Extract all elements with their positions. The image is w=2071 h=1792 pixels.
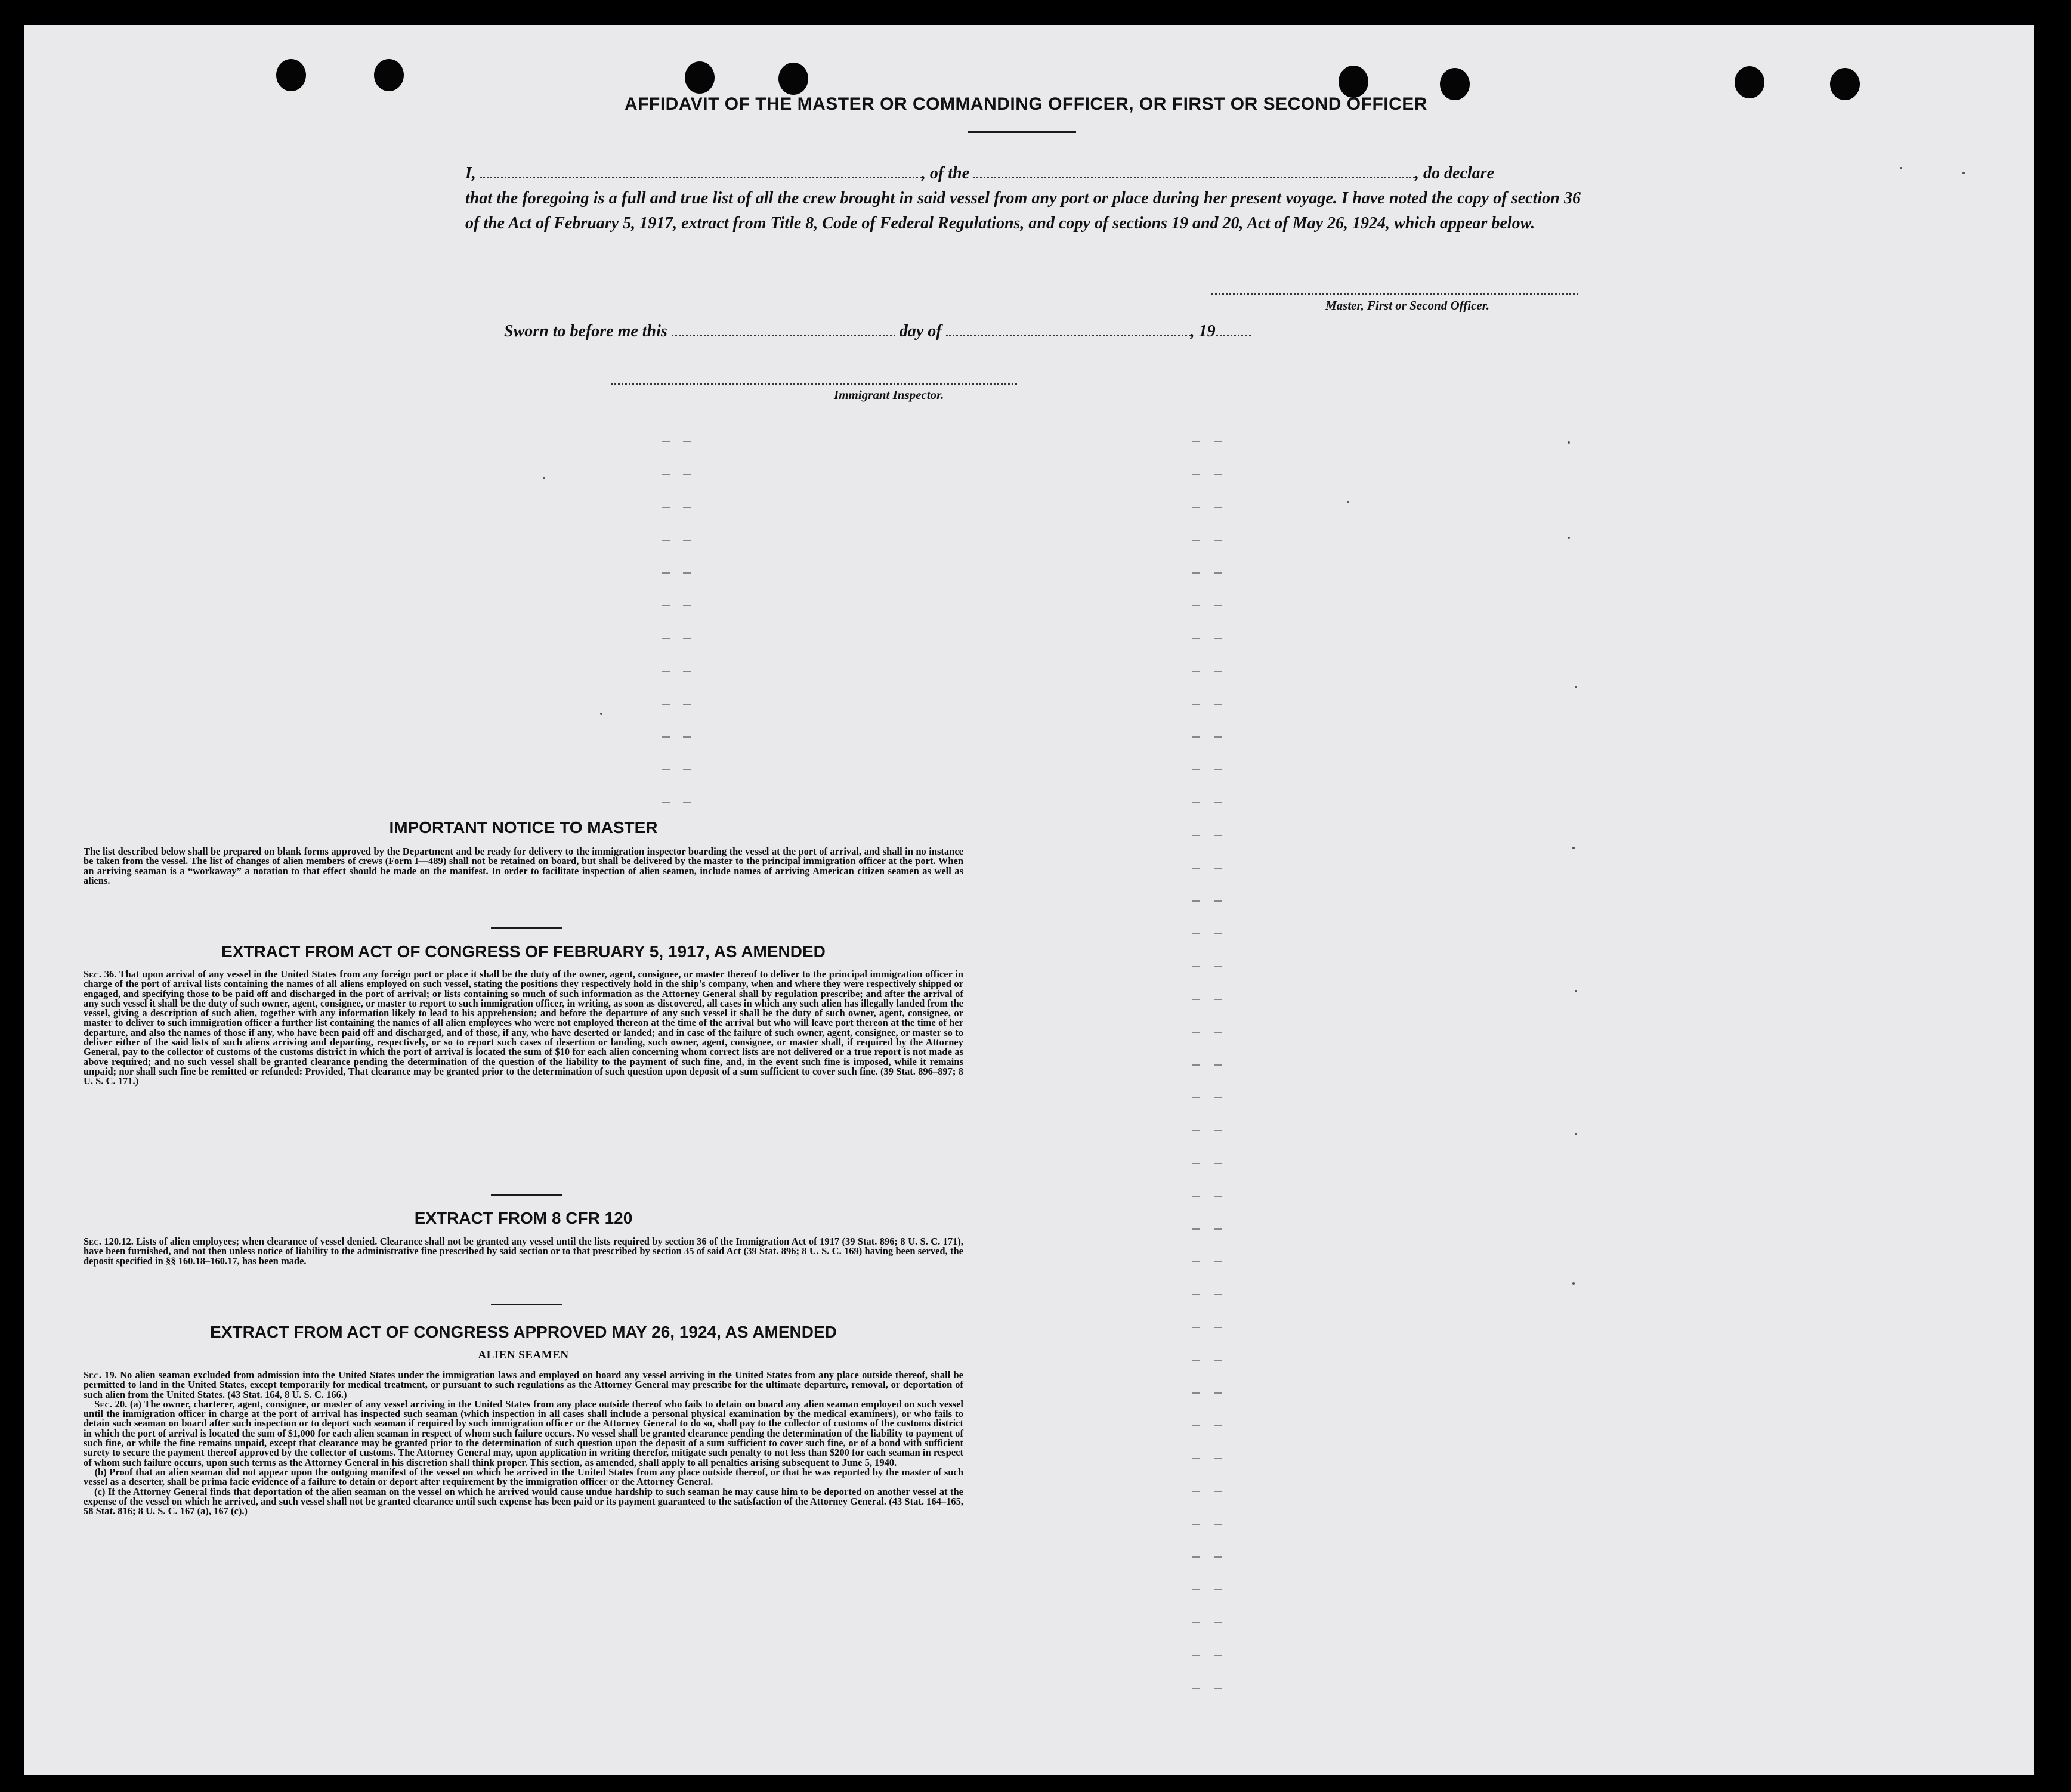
punch-hole-4 — [778, 63, 808, 95]
faint-dash — [1214, 1064, 1222, 1066]
faint-dash — [683, 540, 691, 541]
speck — [1347, 501, 1349, 503]
faint-dash — [662, 572, 670, 574]
faint-dash — [1192, 1655, 1200, 1656]
speck — [1575, 686, 1577, 688]
faint-dash — [1192, 1327, 1200, 1328]
extract-1917-text — [84, 970, 963, 1087]
faint-dash — [1192, 933, 1200, 934]
faint-dash — [1214, 835, 1222, 836]
faint-dash — [1192, 540, 1200, 541]
speck — [1962, 172, 1965, 174]
speck — [1575, 990, 1577, 992]
faint-dash — [1192, 1196, 1200, 1197]
inspector-caption: Immigrant Inspector. — [834, 388, 944, 402]
faint-dash — [1214, 769, 1222, 770]
faint-dash — [1214, 900, 1222, 902]
title-rule — [968, 131, 1076, 133]
faint-dash — [1192, 1458, 1200, 1459]
alien-seamen-subtitle: ALIEN SEAMEN — [478, 1349, 569, 1361]
faint-dash — [1192, 1524, 1200, 1525]
inspector-signature-line[interactable] — [611, 383, 1017, 385]
speck — [1900, 167, 1902, 169]
faint-dash — [683, 605, 691, 606]
faint-dash — [1214, 605, 1222, 606]
extract-1924-text — [84, 1370, 963, 1516]
extract-1924-title: EXTRACT FROM ACT OF CONGRESS APPROVED MAY 26, 1924, AS AMENDED — [210, 1323, 837, 1341]
punch-hole-7 — [1735, 66, 1764, 98]
faint-dash — [1214, 1458, 1222, 1459]
sec-36-text: That upon arrival of any vessel in the United States from any foreign port or place it shall be the duty of the owner, agent, consignee, or master thereof to deliver to the principal immigration officer in charge of the port of arrival lists containing the names of all aliens employed on such vessel, stating the positions they respectively hold in the ship's company, when and where they were respectively shipped or engaged, and specifying those to be paid off and discharged in the port of arrival; or lists containing so much of such information as the Attorney General shall by regulation prescribe; and after the arrival of any such vessel it shall be the duty of such owner, agent, consignee, or master to report to such immigration officer, in writing, as soon as discovered, all cases in which any such alien has illegally landed from the vessel, giving a description of such alien, together with any information likely to lead to his apprehension; and before the departure of any such vessel it shall be the duty of such owner, agent, consignee, or master to deliver to such immigration officer a further list containing the names of all alien employees who were not employed thereon at the time of the arrival but who will leave port thereon at the time of her departure, and also the names of those if any, who have been paid off and discharged, and of those, if any, who have deserted or landed; and in case of the failure of such owner, agent, consignee, or master so to deliver either of the said lists of such aliens arriving and departing, respectively, or so to report such cases of desertion or landing, such owner, agent, consignee, or master shall, if required by the Attorney General, pay to the collector of customs of the customs district in which the port of arrival is located the sum of $10 for each alien concerning whom correct lists are not delivered or a true report is not made as above required; and no such vessel shall be granted clearance pending the determination of the question of the liability to the payment of such fine, and, in the event such fine is imposed, while it remains unpaid; nor shall such fine be remitted or refunded: Provided, That clearance may be granted prior to the determination of such question upon deposit of a sum sufficient to cover such fine. (39 Stat. 896–897; 8 U. S. C. 171.) — [84, 968, 963, 1087]
affidavit-title: AFFIDAVIT OF THE MASTER OR COMMANDING OFFICER, OR FIRST OR SECOND OFFICER — [625, 94, 1427, 114]
sec-19-text: No alien seaman excluded from admission into the United States under the immigration laws and employed on board any vessel arriving in the United States from any place outside thereof, shall be permitted to land in the United States, except temporarily for medical treatment, or pursuant to such regulations as the Attorney General may prescribe for the ultimate departure, removal, or deportation of such alien from the United States. (43 Stat. 164, 8 U. S. C. 166.) — [84, 1369, 963, 1400]
faint-dash — [662, 605, 670, 606]
faint-dash — [662, 540, 670, 541]
faint-dash — [1214, 966, 1222, 967]
notice-rule — [491, 927, 562, 929]
faint-dash — [683, 704, 691, 705]
faint-dash — [1192, 507, 1200, 508]
speck — [1568, 441, 1570, 444]
declaration-first-line — [465, 161, 1581, 186]
faint-dash — [1214, 1228, 1222, 1230]
faint-dash — [1192, 1491, 1200, 1492]
faint-dash — [1192, 1688, 1200, 1689]
faint-dash — [1214, 1360, 1222, 1361]
faint-dash — [1214, 1622, 1222, 1623]
faint-dash — [1214, 1294, 1222, 1295]
faint-dash — [662, 802, 670, 803]
faint-dash — [1192, 1064, 1200, 1066]
faint-dash — [1214, 474, 1222, 475]
faint-dash — [1214, 1589, 1222, 1590]
speck — [1575, 1133, 1577, 1135]
faint-dash — [1214, 1655, 1222, 1656]
faint-dash — [1192, 704, 1200, 705]
punch-hole-2 — [374, 59, 404, 91]
sworn-day-label: day of — [899, 322, 942, 341]
faint-dash — [1192, 1097, 1200, 1098]
faint-dash — [1214, 933, 1222, 934]
faint-dash — [683, 441, 691, 442]
faint-dash — [683, 802, 691, 803]
extract-cfr-text — [84, 1237, 963, 1266]
sworn-month-blank[interactable] — [946, 323, 1191, 336]
declaration-text — [465, 161, 1581, 236]
punch-hole-3 — [685, 61, 715, 94]
declaration-prefix: I, — [465, 164, 476, 182]
faint-dash — [1214, 704, 1222, 705]
faint-dash — [1214, 1261, 1222, 1262]
faint-dash — [662, 671, 670, 672]
faint-dash — [683, 671, 691, 672]
faint-dash — [1214, 1556, 1222, 1558]
faint-dash — [662, 638, 670, 639]
faint-dash — [1192, 1622, 1200, 1623]
speck — [1568, 537, 1570, 539]
faint-dash — [1192, 1425, 1200, 1426]
faint-dash — [1214, 999, 1222, 1000]
faint-dash — [1192, 900, 1200, 902]
faint-dash — [1214, 540, 1222, 541]
vessel-blank[interactable] — [973, 165, 1415, 178]
faint-dash — [683, 769, 691, 770]
extract-1917-title: EXTRACT FROM ACT OF CONGRESS OF FEBRUARY 5, 1917, AS AMENDED — [221, 942, 826, 961]
sec-36-label: Sec. 36. — [84, 968, 117, 980]
faint-dash — [662, 736, 670, 738]
faint-dash — [1214, 736, 1222, 738]
sec-19-label: Sec. 19. — [84, 1369, 117, 1381]
name-blank[interactable] — [480, 165, 922, 178]
punch-hole-1 — [276, 59, 306, 91]
speck — [1572, 1282, 1575, 1285]
faint-dash — [1214, 572, 1222, 574]
sworn-year-blank[interactable] — [1216, 323, 1251, 336]
faint-dash — [1192, 999, 1200, 1000]
extract-cfr-title: EXTRACT FROM 8 CFR 120 — [414, 1209, 633, 1227]
notice-text: The list described below shall be prepared on blank forms approved by the Department and be ready for delivery to the immigration inspector boarding the vessel at the port of arrival, and shall in no instance be taken from the vessel. The list of changes of alien members of crews (Form I—489) shall not be retained on board, but shall be delivered by the master to the principal immigration officer at the port. When an arriving seaman is a “workaway” a notation to that effect should be made on the manifest. In order to facilitate inspection of alien seamen, include names of arriving American citizen seamen as well as aliens. — [84, 846, 963, 886]
master-signature-line[interactable] — [1211, 293, 1578, 295]
faint-dash — [1214, 1524, 1222, 1525]
faint-dash — [1192, 572, 1200, 574]
declaration-suffix: , do declare — [1415, 164, 1494, 182]
faint-dash — [1214, 1196, 1222, 1197]
faint-dash — [683, 736, 691, 738]
faint-dash — [1192, 1589, 1200, 1590]
faint-dash — [662, 704, 670, 705]
faint-dash — [1192, 1228, 1200, 1230]
faint-dash — [662, 507, 670, 508]
sec-120-label: Sec. 120.12. — [84, 1236, 134, 1247]
faint-dash — [1214, 1491, 1222, 1492]
faint-dash — [1192, 1294, 1200, 1295]
sworn-year-label: , 19 — [1190, 322, 1216, 341]
faint-dash — [1214, 638, 1222, 639]
sec-120-text: Lists of alien employees; when clearance of vessel denied. Clearance shall not be granted any vessel until the lists required by section 36 of the Immigration Act of 1917 (39 Stat. 896; 8 U. S. C. 171), have been furnished, and not then unless notice of liability to the administrative fine prescribed by said section or to that prescribed by section 35 of said Act (39 Stat. 896; 8 U. S. C. 169) having been served, the deposit specified in §§ 160.18–160.17, has been made. — [84, 1236, 963, 1267]
faint-dash — [1192, 671, 1200, 672]
extract-1917-rule — [491, 1194, 562, 1196]
faint-dash — [1214, 441, 1222, 442]
faint-dash — [662, 474, 670, 475]
faint-dash — [683, 507, 691, 508]
faint-dash — [1214, 1097, 1222, 1098]
faint-dash — [1192, 1261, 1200, 1262]
sec-20c-text: (c) If the Attorney General finds that deportation of the alien seaman on the vessel on which he arrived would cause undue hardship to such seaman he may cause him to be deported on another vessel at the expense of the vessel on which he arrived, and such vessel shall not be granted clearance until such expense has been paid or its payment guaranteed to the satisfaction of the Attorney General. (43 Stat. 164–165, 58 Stat. 816; 8 U. S. C. 167 (a), 167 (c).) — [84, 1485, 963, 1517]
faint-dash — [1192, 1392, 1200, 1394]
faint-dash — [1192, 638, 1200, 639]
faint-dash — [1214, 671, 1222, 672]
punch-hole-5 — [1339, 66, 1368, 98]
faint-dash — [1192, 1163, 1200, 1164]
faint-dash — [1192, 802, 1200, 803]
faint-dash — [1214, 1392, 1222, 1394]
faint-dash — [1214, 1163, 1222, 1164]
faint-dash — [1214, 507, 1222, 508]
faint-dash — [1192, 1360, 1200, 1361]
faint-dash — [1192, 474, 1200, 475]
faint-dash — [1192, 868, 1200, 869]
speck — [600, 713, 602, 715]
faint-dash — [1192, 605, 1200, 606]
speck — [543, 477, 545, 479]
faint-dash — [1192, 835, 1200, 836]
sec-20b-text: (b) Proof that an alien seaman did not appear upon the outgoing manifest of the vessel on which he arrived in the United States from any place outside thereof, or that he was reported by the master of such vessel as a deserter, shall be prima facie evidence of a failure to detain or deport after requirement by the immigration officer or the Attorney General. — [84, 1466, 963, 1488]
notice-title: IMPORTANT NOTICE TO MASTER — [389, 818, 658, 837]
faint-dash — [1192, 1130, 1200, 1131]
declaration-body: that the foregoing is a full and true list of all the crew brought in said vessel from any port or place during her present voyage. I have noted the copy of section 36 of the Act of February 5, 1917, extract from Title 8, Code of Federal Regulations, and copy of sections 19 and 20, Act of May 26, 1924, which appear below. — [465, 189, 1581, 233]
sec-20a-text: (a) The owner, charterer, agent, consignee, or master of any vessel arriving in the United States from any place outside thereof who fails to detain on board any alien seaman employed on such vessel until the immigration officer in charge at the port of arrival has inspected such seaman (which inspection in all cases shall include a personal physical examination by the medical examiners), or who fails to detain such seaman on board after such inspection or to deport such seaman if required by such immigration officer or the Attorney General to do so, shall pay to the collector of customs of the customs district in which the port of arrival is located the sum of $1,000 for each alien seaman in respect of whom such failure occurs. No vessel shall be granted clearance pending the determination of the liability to payment of such fine, or while the fine remains unpaid, except that clearance may be granted prior to the determination of such question upon the deposit of a sum sufficient to cover such fine, or of a bond with sufficient surety to secure the payment thereof approved by the collector of customs. The Attorney General may, upon application in writing therefor, mitigate such penalty to not less than $200 for each seaman in respect of whom such failure occurs, upon such terms as the Attorney General in his discretion shall think proper. This section, as amended, shall apply to all penalties arising subsequent to June 5, 1940. — [84, 1398, 963, 1468]
faint-dash — [683, 572, 691, 574]
faint-dash — [1214, 802, 1222, 803]
faint-dash — [662, 769, 670, 770]
faint-dash — [1192, 1556, 1200, 1558]
sec-20-label: Sec. 20. — [94, 1398, 128, 1410]
speck — [1572, 847, 1575, 849]
faint-dash — [1192, 1032, 1200, 1033]
sworn-day-blank[interactable] — [672, 323, 895, 336]
punch-hole-8 — [1830, 68, 1860, 100]
faint-dash — [1192, 966, 1200, 967]
faint-dash — [1214, 868, 1222, 869]
faint-dash — [1214, 1130, 1222, 1131]
sworn-line — [504, 322, 1251, 341]
faint-dash — [662, 441, 670, 442]
faint-dash — [1192, 769, 1200, 770]
faint-dash — [1214, 1327, 1222, 1328]
faint-dash — [1214, 1688, 1222, 1689]
faint-dash — [1214, 1425, 1222, 1426]
sworn-prefix: Sworn to before me this — [504, 322, 667, 341]
faint-dash — [683, 474, 691, 475]
declaration-of: , of the — [921, 164, 970, 182]
faint-dash — [1214, 1032, 1222, 1033]
faint-dash — [1192, 736, 1200, 738]
faint-dash — [1192, 441, 1200, 442]
extract-cfr-rule — [491, 1304, 562, 1305]
master-caption: Master, First or Second Officer. — [1325, 298, 1489, 312]
faint-dash — [683, 638, 691, 639]
